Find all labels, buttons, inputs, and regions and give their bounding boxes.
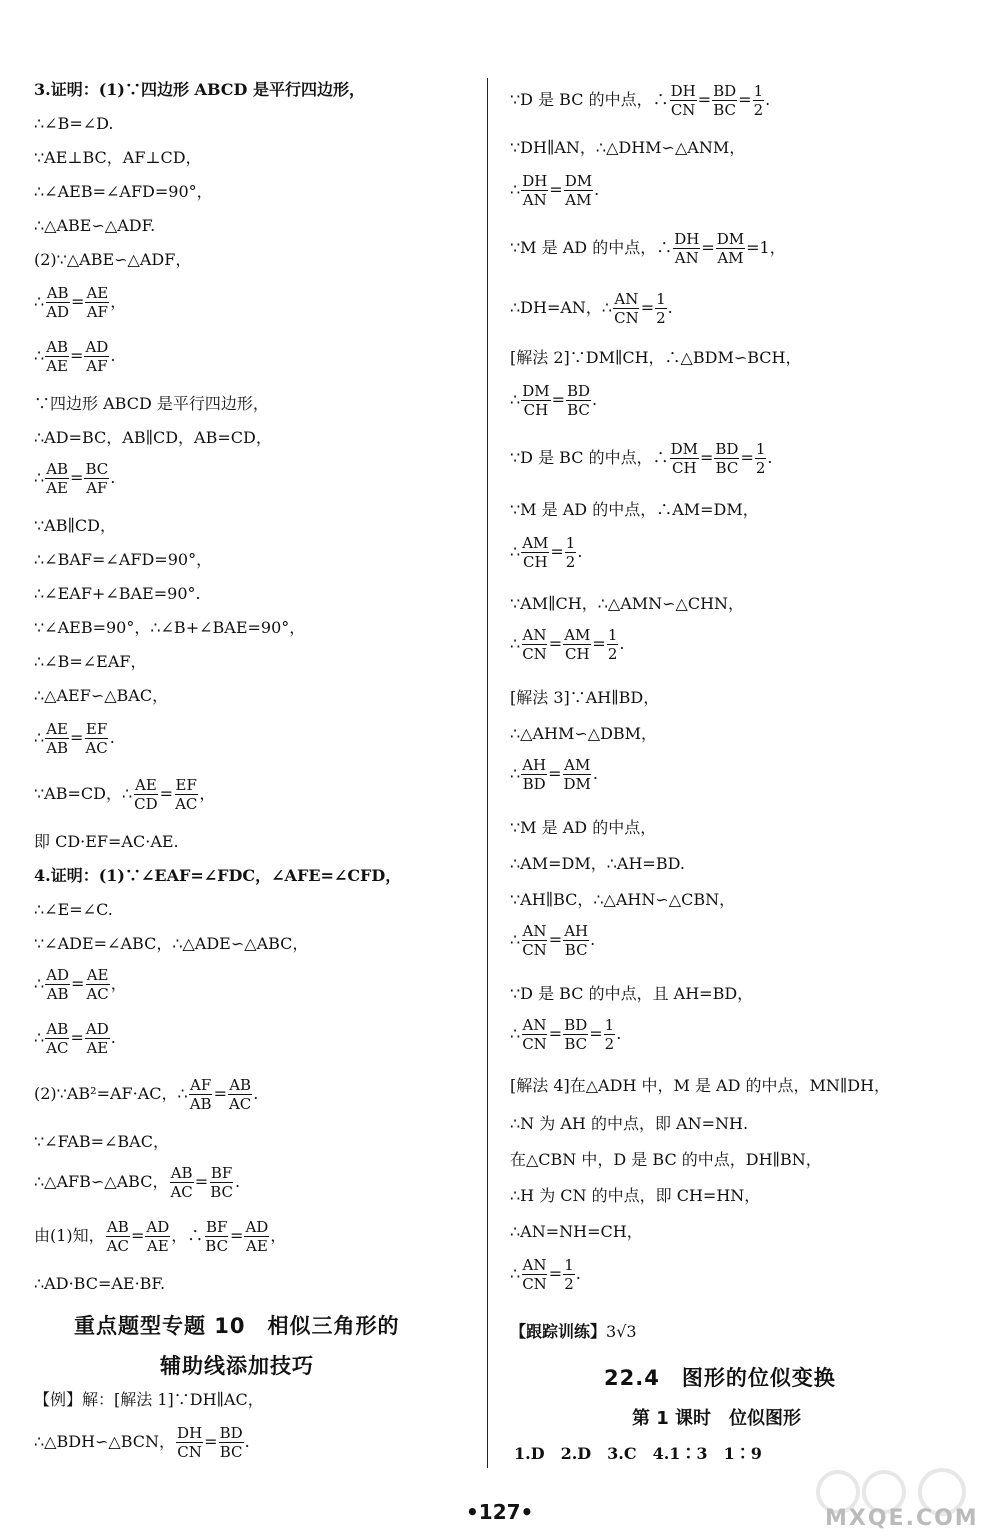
- section-heading: 辅助线添加技巧: [160, 1354, 314, 1378]
- answer-key: 1.D 2.D 3.C 4.1∶3 1∶9: [514, 1444, 762, 1463]
- fraction: $\frac{1}{2}$: [564, 1256, 574, 1293]
- text-line: [解法 3]∵AH∥BD，: [510, 688, 660, 707]
- fraction: $\frac{DM}{AM}$: [716, 230, 745, 267]
- text-line: ∴△ABE∽△ADF.: [34, 216, 156, 235]
- fraction: $\frac{AE}{AC}$: [86, 966, 109, 1003]
- fraction: $\frac{BD}{BC}$: [219, 1424, 243, 1461]
- fraction-line: ∴ $\frac{AB}{AC}$ = $\frac{AD}{AE}$ .: [34, 1020, 116, 1057]
- example-line: 【例】解：[解法 1]∵DH∥AC，: [34, 1390, 264, 1409]
- text-line: ∵四边形 ABCD 是平行四边形，: [34, 394, 269, 413]
- fraction-line: ∴ $\frac{AN}{CN}$ = $\frac{AM}{CH}$ = $\frac{1}{2}$ .: [510, 626, 625, 663]
- text-line: 3.证明：(1)∵四边形 ABCD 是平行四边形，: [34, 80, 365, 99]
- fraction-line: ∴ $\frac{AD}{AB}$ = $\frac{AE}{AC}$ ，: [34, 966, 127, 1003]
- fraction: $\frac{1}{2}$: [755, 440, 766, 477]
- text-line: ∴AN=NH=CH，: [510, 1222, 643, 1241]
- fraction: $\frac{AB}{AC}$: [46, 1020, 69, 1057]
- fraction: $\frac{EF}{AC}$: [85, 720, 108, 757]
- fraction: $\frac{DM}{CH}$: [670, 440, 698, 477]
- fraction-line: 由(1)知， $\frac{AB}{AC}$ = $\frac{AD}{AE}$ ，∴ $\frac{BF}{BC}$ = $\frac{AD}{AE}$ ，: [34, 1218, 287, 1255]
- fraction-line: ∴△BDH∽△BCN， $\frac{DH}{CN}$ = $\frac{BD}{BC}$ .: [34, 1424, 250, 1461]
- text-line: [解法 2]∵DM∥CH，∴△BDM∽BCH，: [510, 348, 802, 367]
- fraction-line: ∴ $\frac{AN}{CN}$ = $\frac{AH}{BC}$ .: [510, 922, 596, 959]
- fraction: $\frac{AB}{AE}$: [46, 338, 69, 375]
- text-line: 在△CBN 中，D 是 BC 的中点，DH∥BN，: [510, 1150, 822, 1169]
- fraction-line: ∴ $\frac{AH}{BD}$ = $\frac{AM}{DM}$ .: [510, 756, 598, 793]
- text-line: ∵DH∥AN，∴△DHM∽△ANM，: [510, 138, 746, 157]
- fraction: $\frac{DH}{AN}$: [522, 172, 548, 209]
- text-line: 4.证明：(1)∵∠EAF=∠FDC，∠AFE=∠CFD，: [34, 866, 402, 885]
- fraction-line: ∵D 是 BC 的中点，∴ $\frac{DM}{CH}$ = $\frac{BD}{BC}$ = $\frac{1}{2}$ .: [510, 440, 773, 477]
- fraction: $\frac{AD}{AE}$: [245, 1218, 269, 1255]
- fraction: $\frac{AB}{AC}$: [106, 1218, 129, 1255]
- text-line: ∵M 是 AD 的中点，∴AM=DM，: [510, 500, 759, 519]
- text-line: ∴△AEF∽△BAC，: [34, 686, 169, 705]
- fraction-line: ∵D 是 BC 的中点，∴ $\frac{DH}{CN}$ = $\frac{BD}{BC}$ = $\frac{1}{2}$ .: [510, 82, 771, 119]
- fraction: $\frac{AN}{CN}$: [522, 626, 547, 663]
- lesson-subtitle: 第 1 课时 位似图形: [632, 1408, 802, 1429]
- text-line: ∴∠EAF+∠BAE=90°.: [34, 584, 201, 603]
- fraction-line: (2)∵AB²=AF·AC，∴ $\frac{AF}{AB}$ = $\frac{AB}{AC}$ .: [34, 1076, 259, 1113]
- fraction-line: ∴ $\frac{AN}{CN}$ = $\frac{1}{2}$ .: [510, 1256, 581, 1293]
- watermark-text: MXQE.COM: [825, 1506, 979, 1531]
- fraction: $\frac{AM}{DM}$: [563, 756, 591, 793]
- text-line: 即 CD·EF=AC·AE.: [34, 832, 179, 851]
- fraction: $\frac{AD}{AF}$: [85, 338, 109, 375]
- page-number: •127•: [466, 1500, 534, 1524]
- fraction: $\frac{DH}{CN}$: [177, 1424, 203, 1461]
- fraction: $\frac{AN}{CN}$: [522, 1016, 547, 1053]
- fraction-line: ∴ $\frac{DH}{AN}$ = $\frac{DM}{AM}$ .: [510, 172, 600, 209]
- text-line: ∵M 是 AD 的中点，: [510, 818, 657, 837]
- fraction-line: ∴ $\frac{AM}{CH}$ = $\frac{1}{2}$ .: [510, 534, 583, 571]
- fraction: $\frac{AH}{BD}$: [522, 756, 547, 793]
- fraction: $\frac{AD}{AB}$: [46, 966, 70, 1003]
- fraction: $\frac{DH}{AN}$: [674, 230, 700, 267]
- fraction: $\frac{DM}{AM}$: [564, 172, 593, 209]
- fraction: $\frac{AB}{AC}$: [228, 1076, 252, 1113]
- fraction: $\frac{BD}{BC}$: [566, 382, 591, 419]
- follow-up-answer: [510, 1322, 637, 1342]
- fraction: $\frac{AD}{AE}$: [85, 1020, 109, 1057]
- fraction-line: ∴△AFB∽△ABC， $\frac{AB}{AC}$ = $\frac{BF}{BC}$ .: [34, 1164, 241, 1201]
- text-line: ∴N 为 AH 的中点，即 AN=NH.: [510, 1114, 749, 1133]
- text-line: ∴H 为 CN 的中点，即 CH=HN，: [510, 1186, 761, 1205]
- fraction: $\frac{AD}{AE}$: [146, 1218, 170, 1255]
- fraction-line: ∴ $\frac{AB}{AE}$ = $\frac{AD}{AF}$ .: [34, 338, 116, 375]
- fraction-line: ∴ $\frac{AB}{AE}$ = $\frac{BC}{AF}$ .: [34, 460, 116, 497]
- fraction: $\frac{AM}{CH}$: [522, 534, 549, 571]
- fraction: $\frac{AN}{CN}$: [522, 922, 547, 959]
- follow-up-tag: 【跟踪训练】: [510, 1322, 607, 1341]
- text-line: ∴△AHM∽△DBM，: [510, 724, 658, 743]
- text-line: ∴AD=BC，AB∥CD，AB=CD，: [34, 428, 272, 447]
- fraction: $\frac{DM}{CH}$: [522, 382, 550, 419]
- fraction-line: ∵AB=CD，∴ $\frac{AE}{CD}$ = $\frac{EF}{AC}$ ，: [34, 776, 216, 813]
- fraction: $\frac{AH}{BC}$: [564, 922, 589, 959]
- text-line: ∵∠ADE=∠ABC，∴△ADE∽△ABC，: [34, 934, 309, 953]
- text-line: ∵AB∥CD，: [34, 516, 116, 535]
- fraction: $\frac{AB}{AE}$: [46, 460, 69, 497]
- fraction: $\frac{AE}{CD}$: [134, 776, 158, 813]
- fraction: $\frac{BF}{BC}$: [205, 1218, 229, 1255]
- follow-up-value: 3√3: [606, 1322, 637, 1341]
- fraction: $\frac{1}{2}$: [656, 290, 666, 327]
- fraction: $\frac{EF}{AC}$: [175, 776, 198, 813]
- fraction: $\frac{1}{2}$: [565, 534, 576, 571]
- fraction: $\frac{AF}{AB}$: [189, 1076, 212, 1113]
- text-line: ∵D 是 BC 的中点，且 AH=BD，: [510, 984, 754, 1003]
- fraction: $\frac{BD}{BC}$: [713, 82, 737, 119]
- fraction: $\frac{AE}{AF}$: [86, 284, 109, 321]
- fraction: $\frac{AN}{CN}$: [522, 1256, 547, 1293]
- fraction: $\frac{BD}{BC}$: [715, 440, 739, 477]
- text-line: ∴AM=DM，∴AH=BD.: [510, 854, 685, 873]
- fraction: $\frac{BC}{AF}$: [85, 460, 109, 497]
- text-line: ∴∠B=∠EAF，: [34, 652, 147, 671]
- section-title: 22.4 图形的位似变换: [604, 1366, 836, 1390]
- fraction-line: ∴DH=AN，∴ $\frac{AN}{CN}$ = $\frac{1}{2}$ .: [510, 290, 673, 327]
- text-line: ∵∠AEB=90°，∴∠B+∠BAE=90°，: [34, 618, 306, 637]
- text-line: (2)∵△ABE∽△ADF，: [34, 250, 192, 269]
- text-line: ∵AE⊥BC，AF⊥CD，: [34, 148, 202, 167]
- fraction: $\frac{BF}{BC}$: [210, 1164, 233, 1201]
- fraction-line: ∴ $\frac{AB}{AD}$ = $\frac{AE}{AF}$ ，: [34, 284, 127, 321]
- fraction: $\frac{BD}{BC}$: [564, 1016, 588, 1053]
- fraction: $\frac{AN}{CN}$: [614, 290, 639, 327]
- text-line: ∵AH∥BC，∴△AHN∽△CBN，: [510, 890, 736, 909]
- fraction: $\frac{1}{2}$: [604, 1016, 615, 1053]
- fraction-line: ∴ $\frac{AE}{AB}$ = $\frac{EF}{AC}$ .: [34, 720, 115, 757]
- text-line: ∴∠BAF=∠AFD=90°，: [34, 550, 213, 569]
- text-line: ∴∠AEB=∠AFD=90°，: [34, 182, 213, 201]
- fraction: $\frac{1}{2}$: [607, 626, 618, 663]
- text-line: ∴∠B=∠D.: [34, 114, 114, 133]
- text-line: ∴AD·BC=AE·BF.: [34, 1274, 166, 1293]
- text-line: [解法 4]在△ADH 中，M 是 AD 的中点，MN∥DH，: [510, 1076, 891, 1095]
- fraction: $\frac{AB}{AD}$: [46, 284, 70, 321]
- column-divider: [487, 78, 488, 1468]
- fraction-line: ∵M 是 AD 的中点，∴ $\frac{DH}{AN}$ = $\frac{DM}{AM}$ =1，: [510, 230, 786, 267]
- fraction-line: ∴ $\frac{AN}{CN}$ = $\frac{BD}{BC}$ = $\frac{1}{2}$ .: [510, 1016, 622, 1053]
- text-line: ∵AM∥CH，∴△AMN∽△CHN，: [510, 594, 745, 613]
- fraction: $\frac{AB}{AC}$: [170, 1164, 193, 1201]
- fraction: $\frac{AM}{CH}$: [564, 626, 591, 663]
- fraction-line: ∴ $\frac{DM}{CH}$ = $\frac{BD}{BC}$ .: [510, 382, 598, 419]
- fraction: $\frac{1}{2}$: [753, 82, 764, 119]
- text-line: ∴∠E=∠C.: [34, 900, 113, 919]
- section-heading: 重点题型专题 10 相似三角形的: [74, 1314, 400, 1338]
- fraction: $\frac{AE}{AB}$: [46, 720, 69, 757]
- fraction: $\frac{DH}{CN}$: [670, 82, 696, 119]
- text-line: ∵∠FAB=∠BAC，: [34, 1132, 169, 1151]
